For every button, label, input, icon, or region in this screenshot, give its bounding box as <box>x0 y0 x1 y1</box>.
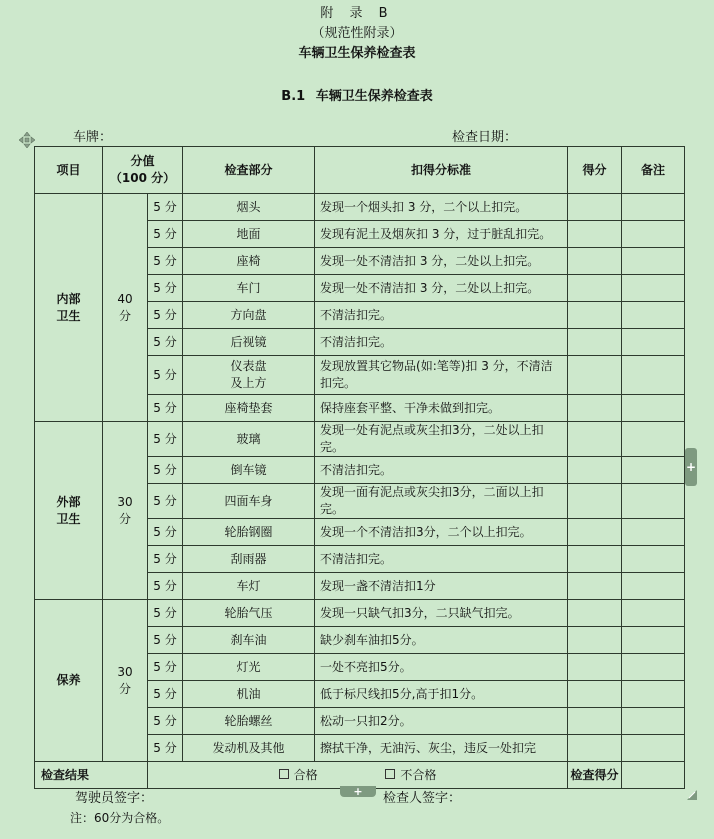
plus-icon[interactable]: + <box>685 448 697 486</box>
got-cell[interactable] <box>568 395 622 422</box>
part-cell: 烟头 <box>183 194 315 221</box>
normative-label: （规范性附录） <box>311 26 403 41</box>
got-cell[interactable] <box>568 600 622 627</box>
plate-label: 车牌： <box>73 130 113 145</box>
points-cell: 5 分 <box>148 302 183 329</box>
standard-cell: 低于标尺线扣5分,高于扣1分。 <box>315 681 568 708</box>
points-cell: 5 分 <box>148 221 183 248</box>
remark-cell[interactable] <box>622 708 685 735</box>
points-cell: 5 分 <box>148 654 183 681</box>
header-row <box>35 147 685 194</box>
got-cell[interactable] <box>568 194 622 221</box>
document-title: 车辆卫生保养检查表 <box>298 46 416 61</box>
standard-cell: 发现一处有泥点或灰尘扣3分，二处以上扣完。 <box>315 422 568 457</box>
part-cell: 仪表盘 及上方 <box>183 356 315 395</box>
remark-cell[interactable] <box>622 546 685 573</box>
points-cell: 5 分 <box>148 708 183 735</box>
fail-option[interactable]: 不合格 <box>385 768 436 782</box>
remark-cell[interactable] <box>622 422 685 457</box>
part-cell: 轮胎钢圈 <box>183 519 315 546</box>
standard-cell: 发现有泥土及烟灰扣 3 分，过于脏乱扣完。 <box>315 221 568 248</box>
standard-cell: 发现一处不清洁扣 3 分，二处以上扣完。 <box>315 248 568 275</box>
section-title: B.1 车辆卫生保养检查表 <box>281 89 433 104</box>
got-cell[interactable] <box>568 248 622 275</box>
got-cell[interactable] <box>568 627 622 654</box>
result-label: 检查结果 <box>35 762 148 789</box>
points-cell: 5 分 <box>148 600 183 627</box>
group-external-score: 30 分 <box>103 422 148 600</box>
points-cell: 5 分 <box>148 422 183 457</box>
remark-cell[interactable] <box>622 457 685 484</box>
score-label: 检查得分 <box>568 762 622 789</box>
group-external: 外部 卫生 <box>35 422 103 600</box>
standard-cell: 不清洁扣完。 <box>315 302 568 329</box>
got-cell[interactable] <box>568 681 622 708</box>
got-cell[interactable] <box>568 546 622 573</box>
appendix-label: 附 录 B <box>320 6 394 21</box>
remark-cell[interactable] <box>622 681 685 708</box>
standard-cell: 缺少刹车油扣5分。 <box>315 627 568 654</box>
part-cell: 轮胎螺丝 <box>183 708 315 735</box>
got-cell[interactable] <box>568 221 622 248</box>
standard-cell: 擦拭干净，无油污、灰尘，违反一处扣完 <box>315 735 568 762</box>
remark-cell[interactable] <box>622 395 685 422</box>
part-cell: 轮胎气压 <box>183 600 315 627</box>
header-score: 分值 （100 分） <box>103 147 183 194</box>
group-internal-score: 40 分 <box>103 194 148 422</box>
standard-cell: 一处不亮扣5分。 <box>315 654 568 681</box>
checkbox-icon[interactable] <box>279 769 289 779</box>
got-cell[interactable] <box>568 484 622 519</box>
plus-icon[interactable]: + <box>340 786 376 797</box>
points-cell: 5 分 <box>148 194 183 221</box>
part-cell: 后视镜 <box>183 329 315 356</box>
remark-cell[interactable] <box>622 248 685 275</box>
standard-cell: 发现一面有泥点或灰尖扣3分，二面以上扣完。 <box>315 484 568 519</box>
pass-option[interactable]: 合格 <box>279 768 318 782</box>
table-row <box>35 600 685 627</box>
standard-cell: 不清洁扣完。 <box>315 546 568 573</box>
inspection-date-label: 检查日期： <box>452 130 518 145</box>
got-cell[interactable] <box>568 519 622 546</box>
part-cell: 发动机及其他 <box>183 735 315 762</box>
note-text: 注：60分为合格。 <box>70 811 170 825</box>
group-maintenance: 保养 <box>35 600 103 762</box>
part-cell: 倒车镜 <box>183 457 315 484</box>
points-cell: 5 分 <box>148 681 183 708</box>
part-cell: 车门 <box>183 275 315 302</box>
got-cell[interactable] <box>568 573 622 600</box>
points-cell: 5 分 <box>148 457 183 484</box>
points-cell: 5 分 <box>148 329 183 356</box>
standard-cell: 松动一只扣2分。 <box>315 708 568 735</box>
inspector-signature-label: 检查人签字： <box>383 791 462 806</box>
standard-cell: 发现放置其它物品(如:笔等)扣 3 分，不清洁 扣完。 <box>315 356 568 395</box>
got-cell[interactable] <box>568 708 622 735</box>
standard-cell: 发现一盏不清洁扣1分 <box>315 573 568 600</box>
header-got: 得分 <box>568 147 622 194</box>
checkbox-icon[interactable] <box>385 769 395 779</box>
header-item: 项目 <box>35 147 103 194</box>
got-cell[interactable] <box>568 422 622 457</box>
remark-cell[interactable] <box>622 356 685 395</box>
remark-cell[interactable] <box>622 654 685 681</box>
header-standard: 扣得分标准 <box>315 147 568 194</box>
move-handle-icon[interactable] <box>19 132 35 148</box>
header-part: 检查部分 <box>183 147 315 194</box>
standard-cell: 不清洁扣完。 <box>315 457 568 484</box>
part-cell: 刹车油 <box>183 627 315 654</box>
part-cell: 座椅垫套 <box>183 395 315 422</box>
points-cell: 5 分 <box>148 356 183 395</box>
remark-cell[interactable] <box>622 519 685 546</box>
points-cell: 5 分 <box>148 519 183 546</box>
part-cell: 座椅 <box>183 248 315 275</box>
score-value-cell[interactable] <box>622 762 685 789</box>
group-maintenance-score: 30 分 <box>103 600 148 762</box>
standard-cell: 不清洁扣完。 <box>315 329 568 356</box>
points-cell: 5 分 <box>148 573 183 600</box>
part-cell: 机油 <box>183 681 315 708</box>
points-cell: 5 分 <box>148 546 183 573</box>
remark-cell[interactable] <box>622 275 685 302</box>
part-cell: 方向盘 <box>183 302 315 329</box>
remark-cell[interactable] <box>622 221 685 248</box>
standard-cell: 发现一只缺气扣3分，二只缺气扣完。 <box>315 600 568 627</box>
group-internal: 内部 卫生 <box>35 194 103 422</box>
standard-cell: 保持座套平整、干净未做到扣完。 <box>315 395 568 422</box>
got-cell[interactable] <box>568 457 622 484</box>
standard-cell: 发现一处不清洁扣 3 分，二处以上扣完。 <box>315 275 568 302</box>
remark-cell[interactable] <box>622 573 685 600</box>
table-row <box>35 194 685 221</box>
got-cell[interactable] <box>568 356 622 395</box>
remark-cell[interactable] <box>622 484 685 519</box>
standard-cell: 发现一个烟头扣 3 分，二个以上扣完。 <box>315 194 568 221</box>
got-cell[interactable] <box>568 329 622 356</box>
remark-cell[interactable] <box>622 194 685 221</box>
part-cell: 车灯 <box>183 573 315 600</box>
points-cell: 5 分 <box>148 735 183 762</box>
part-cell: 玻璃 <box>183 422 315 457</box>
standard-cell: 发现一个不清洁扣3分，二个以上扣完。 <box>315 519 568 546</box>
remark-cell[interactable] <box>622 302 685 329</box>
points-cell: 5 分 <box>148 627 183 654</box>
resize-handle-icon[interactable] <box>687 785 697 795</box>
part-cell: 地面 <box>183 221 315 248</box>
part-cell: 四面车身 <box>183 484 315 519</box>
table-row <box>35 422 685 457</box>
header-remark: 备注 <box>622 147 685 194</box>
points-cell: 5 分 <box>148 248 183 275</box>
remark-cell[interactable] <box>622 600 685 627</box>
points-cell: 5 分 <box>148 275 183 302</box>
part-cell: 刮雨器 <box>183 546 315 573</box>
got-cell[interactable] <box>568 735 622 762</box>
points-cell: 5 分 <box>148 484 183 519</box>
inspection-table <box>34 146 685 789</box>
remark-cell[interactable] <box>622 627 685 654</box>
remark-cell[interactable] <box>622 735 685 762</box>
got-cell[interactable] <box>568 654 622 681</box>
got-cell[interactable] <box>568 275 622 302</box>
points-cell: 5 分 <box>148 395 183 422</box>
got-cell[interactable] <box>568 302 622 329</box>
driver-signature-label: 驾驶员签字： <box>75 791 154 806</box>
part-cell: 灯光 <box>183 654 315 681</box>
remark-cell[interactable] <box>622 329 685 356</box>
